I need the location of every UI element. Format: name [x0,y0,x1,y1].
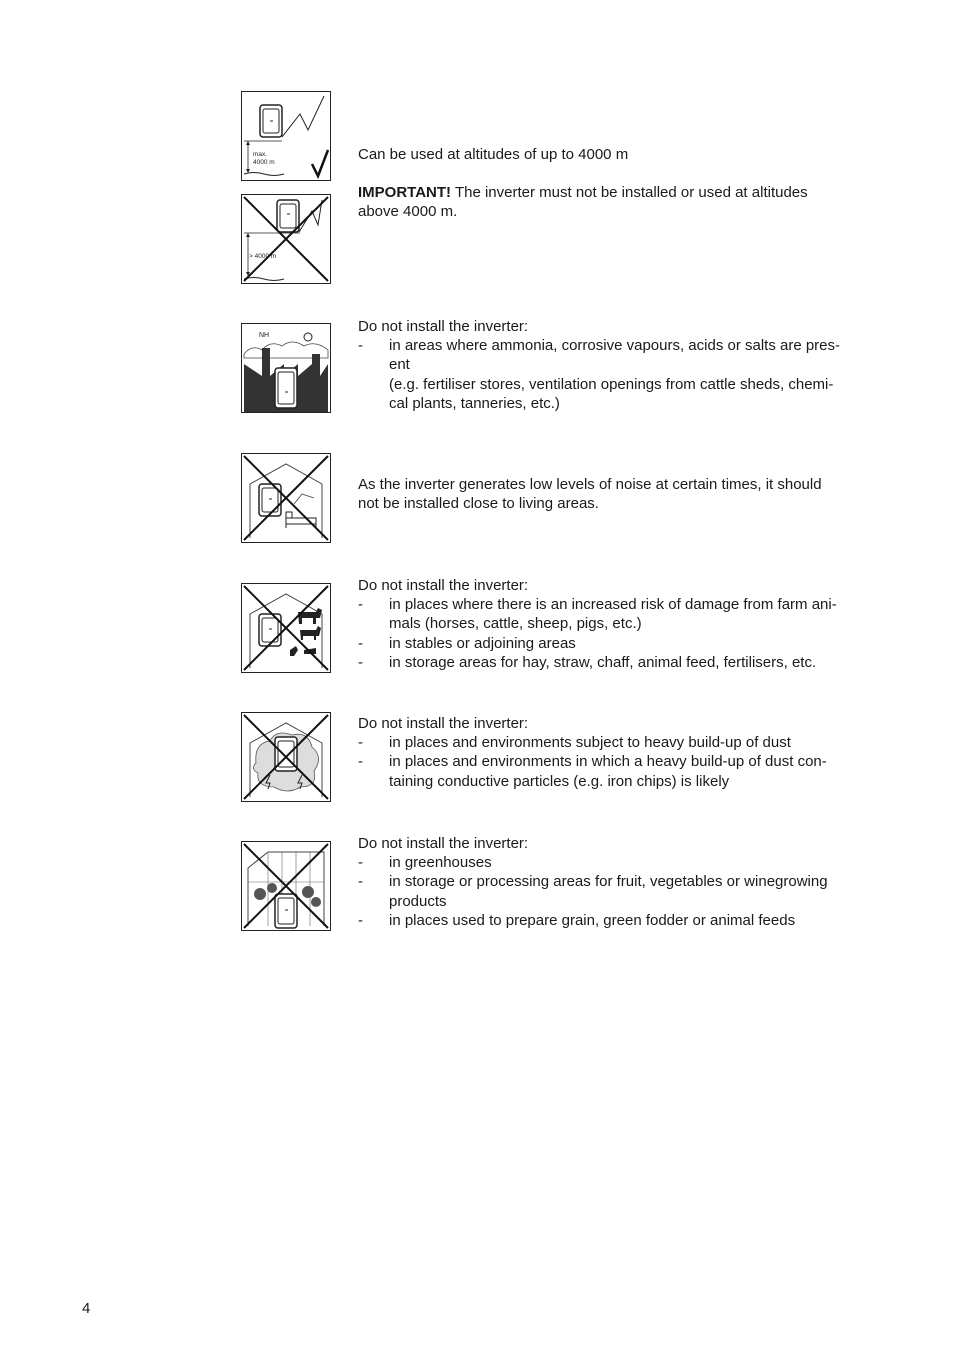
animals-prohibited-icon [242,584,330,672]
important-label: IMPORTANT! [358,184,452,202]
greenhouse-prohibited-icon [242,842,330,930]
animals-intro: Do not install the inverter: [358,577,529,594]
altitude-important: IMPORTANT! The inverter must not be installed or used at altitudes [358,184,808,202]
factory-ammonia-icon [242,324,330,412]
list-item: - in places used to prepare grain, green fodder or animal feeds [358,911,796,929]
dust-text-block [358,714,878,791]
animals-text-block [358,576,878,672]
corrosive-environment-pictogram [241,323,331,413]
altitude-bad-label: > 4000 m [249,253,277,260]
altitude-ok-label-1: max. [253,151,268,158]
list-item: - in areas where ammonia, corrosive vapours, acids or salts are pres- ent (e.g. fertiliser stores, ventilation openings from cattle sheds, chemi- cal plants, tanneries, etc.) [358,337,841,412]
page-number: 4 [82,1300,91,1317]
ammonia-label: NH [259,332,270,339]
list-item: - in places and environments in which a heavy build-up of dust con- taining conductive particles (e.g. iron chips) is likely [358,753,827,790]
list-item: - in places and environments subject to heavy build-up of dust [358,734,791,752]
altitude-text-block: Can be used at altitudes of up to 4000 m IMPORTANT! The inverter must not be installed or used at altitudes above 4000 m. [358,145,878,222]
mountain-check-icon [242,92,330,180]
altitude-prohibited-pictogram [241,194,331,284]
dust-intro: Do not install the inverter: [358,715,529,732]
list-item: - in greenhouses [358,854,492,872]
altitude-ok-label-2: 4000 m [253,159,275,166]
farm-animals-pictogram [241,583,331,673]
noise-text-block: As the inverter generates low levels of noise at certain times, it should not be installed close to living areas. [358,476,822,513]
ammonia-text-block [358,317,878,413]
ammonia-intro: Do not install the inverter: [358,318,529,335]
house-bed-prohibited-icon [242,454,330,542]
list-item: - in stables or adjoining areas [358,634,576,652]
greenhouse-intro: Do not install the inverter: [358,835,529,852]
greenhouse-text-block [358,834,878,930]
dust-pictogram [241,712,331,802]
altitude-statement: Can be used at altitudes of up to 4000 m [358,146,629,163]
list-item: - in storage or processing areas for fruit, vegetables or winegrowing products [358,873,828,910]
dust-cloud-prohibited-icon [242,713,330,801]
list-item: - in places where there is an increased risk of damage from farm ani- mals (horses, cattle, sheep, pigs, etc.) [358,596,837,633]
living-area-pictogram [241,453,331,543]
altitude-ok-pictogram [241,91,331,181]
list-item: - in storage areas for hay, straw, chaff, animal feed, fertilisers, etc. [358,653,817,671]
mountain-prohibited-icon [242,195,330,283]
greenhouse-pictogram [241,841,331,931]
